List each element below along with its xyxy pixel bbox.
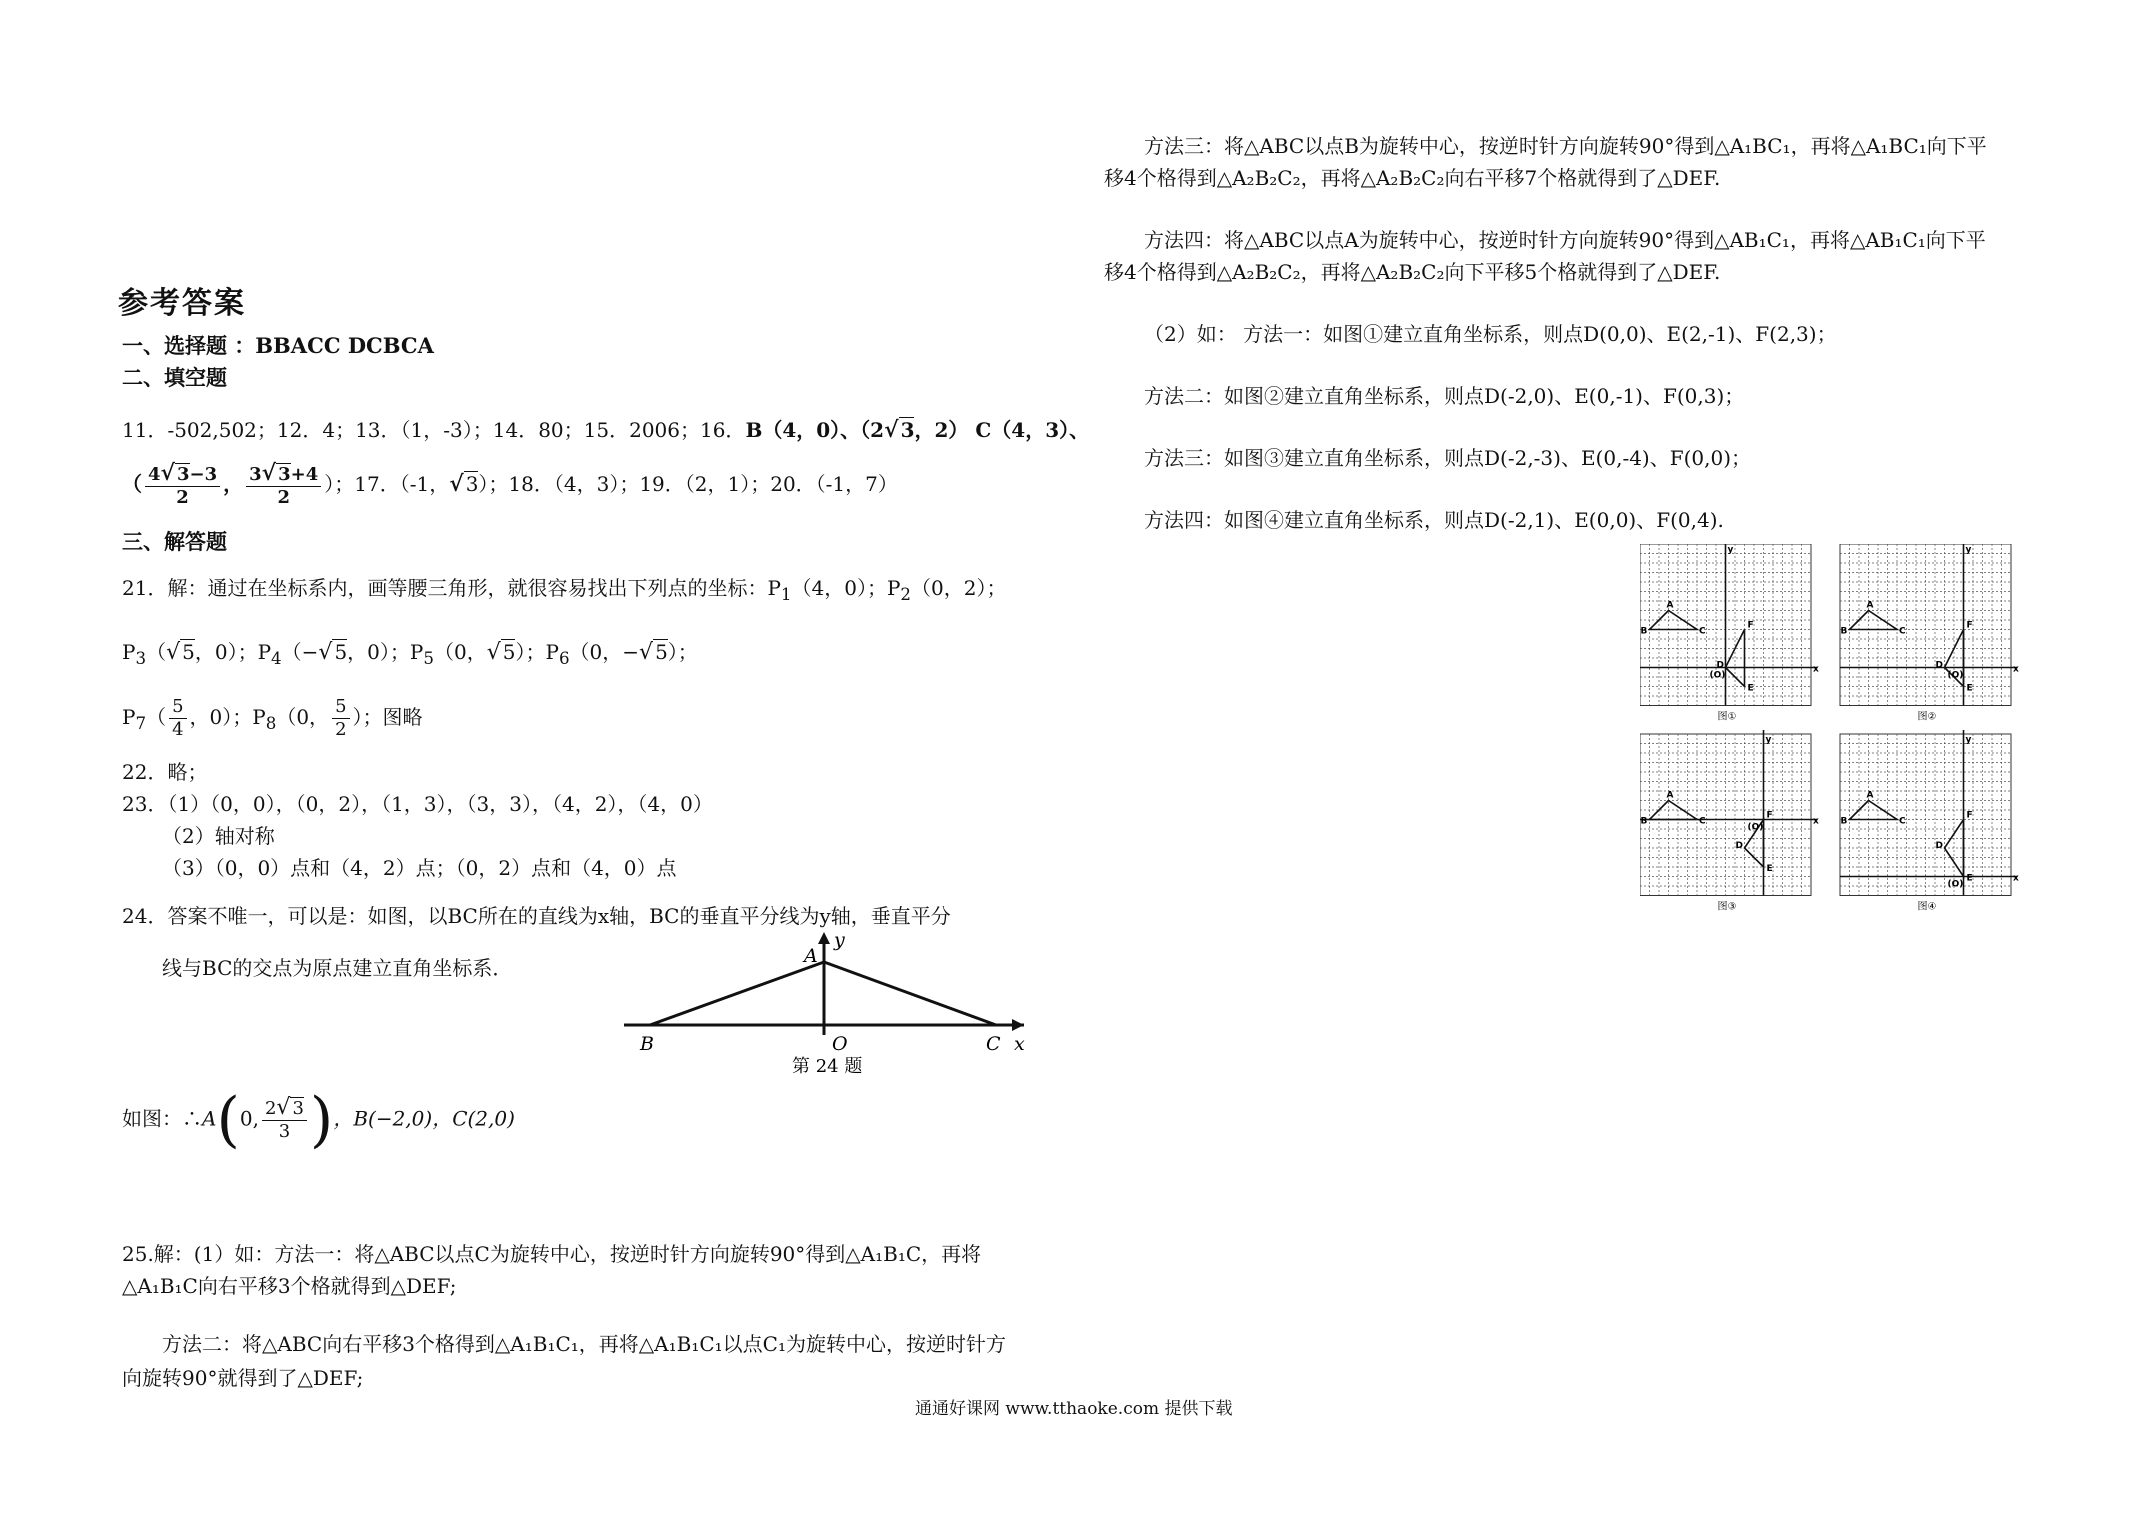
frac1-num-post: −3 [189,464,218,485]
grid-caption: 图④ [1917,901,1937,913]
grid-label-x: x [1813,816,1819,827]
grid-label-b: B [1840,626,1848,637]
grid-label-f: F [1966,810,1973,821]
q21-line-2: $P_3(√$ 5，0）；$P_4(-√$ 5，0）；$P_5(0$，√ 5）；$P_6(0$，−√ 5）； [122,640,698,668]
grid-label-b: B [1640,626,1648,637]
fill-answers-11-15: 11．-502,502；12．4；13．（1，-3）；14．80；15．2006；16． [122,418,746,442]
q22: 22．略； [122,760,208,784]
fill-answer-16b: ，2） C（4，3）、 [914,418,1090,442]
q24-den: 3 [278,1121,291,1142]
p4-sqrt: 5 [334,640,348,664]
grid-figure-2 [1840,544,2019,723]
q24-answer-rest: ，B(−2,0)，C(2,0) [333,1106,515,1131]
fill-answers-17-20: ）；18．（4，3）；19．（2，1）；20．（-1，7） [478,472,898,496]
grid-label-b: B [1840,816,1848,827]
q21-text: 21．解：通过在坐标系内，画等腰三角形，就很容易找出下列点的坐标：P [122,576,781,600]
q23-line-2: （2）轴对称 [162,824,275,848]
grid-label-e: E [1966,683,1973,694]
grid-caption: 图③ [1717,901,1737,913]
p4-b: ，0）；P [347,640,424,664]
p8-sub: 8 [265,714,277,733]
fill-17-sqrt: 3 [465,472,479,496]
side-ab [650,962,824,1025]
fill-line-1: 11．-502,502；12．4；13．（1，-3）；14．80；15．2006；16．B（4，0）、（2√ 3，2） C（4，3）、 [122,417,1090,443]
grid-label-a: A [1666,600,1674,611]
frac1-den: 2 [176,487,189,508]
x-axis-arrow [1012,1019,1024,1031]
p7-open: （ [146,705,167,729]
label-a: A [804,945,818,967]
grid-figures [1640,544,2040,924]
p3-sqrt: 5 [182,640,195,664]
grid-figure-3 [1640,730,1819,913]
p6-a: （0，− [569,640,640,664]
q21-mid: （4，0）；P [791,576,901,600]
grid-label-f: F [1747,620,1754,631]
q24-answer: 如图：∴A(0, $\frac{2√ 3}{3}$ )，B(−2,0)，C(2,0) [122,1085,515,1155]
grid-figure-1 [1640,544,1819,723]
q24-answer-fraction: $\frac{2√ 3}{3}$ [262,1097,307,1143]
q25-part2-line-2: 方法二：如图②建立直角坐标系，则点D(-2,0)、E(0,-1)、F(0,3)； [1144,384,1745,408]
grid-label-a: A [1666,790,1674,801]
p8-num: 5 [332,696,349,719]
p8-den: 2 [335,719,347,740]
label-y: y [834,930,845,951]
fill-answer-17a: ）；17．（-1， [324,472,450,496]
p5-a: （0， [433,640,487,664]
q25-method3-line-1: 方法三：将△ABC以点B为旋转中心，按逆时针方向旋转90°得到△A₁BC₁，再将△A₁BC₁向下平 [1144,134,1987,158]
grid-label-f: F [1766,810,1773,821]
q25-method4-line-1: 方法四：将△ABC以点A为旋转中心，按逆时针方向旋转90°得到△AB₁C₁，再将△AB₁C₁向下平 [1144,228,1986,252]
q25-part2-line-4: 方法四：如图④建立直角坐标系，则点D(-2,1)、E(0,0)、F(0,4). [1144,508,1724,532]
p6-sqrt: 5 [655,640,668,664]
q24-figure [624,930,1044,1080]
q24-answer-a: A [202,1106,217,1131]
fill-sqrt: 3 [900,418,915,442]
frac1-sqrt: 3 [177,464,190,485]
fraction-2: $\frac{3√ 3+4}{2}$ [246,462,321,509]
frac2-num-post: +4 [290,464,319,485]
q24-num-sqrt: 3 [292,1098,304,1119]
p3-sub: 3 [135,649,147,668]
grid-label-d: D [1935,841,1943,851]
label-c: C [986,1033,1001,1055]
frac2-den: 2 [277,487,290,508]
section-solve: 三、解答题 [122,529,227,554]
q21-line-3 [122,696,423,741]
grid-label-a: A [1866,600,1874,611]
label-o: O [832,1033,848,1055]
p4-a: （− [281,640,319,664]
p5-sqrt: 5 [502,640,516,664]
grid-label-o: (O) [1947,879,1964,890]
grid-label-o: (O) [1947,670,1964,681]
comma: ， [223,472,244,496]
q25-method3-line-2: 移4个格得到△A₂B₂C₂，再将△A₂B₂C₂向右平移7个格就得到了△DEF. [1104,166,1721,190]
section-choice: 一、选择题 ：BBACC DCBCA [122,333,434,358]
q23-line-1: 23．（1）（0，0），（0，2），（1，3），（3，3），（4，2），（4，0） [122,792,713,816]
grid-label-d: D [1935,660,1943,671]
grid-caption: 图② [1917,711,1937,723]
grid-label-e: E [1747,683,1754,694]
q25-method2-line-2: 向旋转90°就得到了△DEF; [122,1366,364,1390]
q25-line-2: △A₁B₁C向右平移3个格就得到△DEF; [122,1274,457,1298]
p7-label: P [122,705,136,729]
frac2-sqrt: 3 [278,464,291,485]
frac2-num-pre: 3 [249,464,262,485]
frac1-num-pre: 4 [148,464,161,485]
p8-open: （0， [276,705,330,729]
p7-den: 4 [172,719,184,740]
grid-label-x: x [1813,664,1819,675]
fraction-1: $\frac{4√ 3-3}{2}$ [145,462,220,509]
q21-end: （0，2）； [911,576,1007,600]
grid-label-o: (O) [1709,670,1726,681]
p8-fraction [332,696,349,741]
p4-sub: 4 [271,649,282,668]
q25-part2-line-1: （2）如： 方法一：如图①建立直角坐标系，则点D(0,0)、E(2,-1)、F(2,3)； [1144,322,1837,346]
grid-label-x: x [2013,664,2019,675]
grid-label-x: x [2013,873,2019,884]
q25-part2-line-3: 方法三：如图③建立直角坐标系，则点D(-2,-3)、E(0,-4)、F(0,0)； [1144,446,1752,470]
q24-answer-zero: 0, [239,1106,259,1131]
p5-b: ）；P [515,640,559,664]
fill-answer-16a: B（4，0）、（2 [745,418,885,442]
q24-line-1: 24．答案不唯一，可以是：如图，以BC所在的直线为x轴，BC的垂直平分线为y轴，垂直平分 [122,904,951,928]
label-x: x [1014,1033,1025,1055]
grid-figure-4 [1840,730,2019,913]
footer: 通通好课网 www.tthaoke.com 提供下载 [915,1399,1233,1419]
grid-label-o: (O) [1747,822,1764,833]
q21-sub2: 2 [900,585,912,604]
grid-label-d: D [1716,660,1724,671]
p6-b: ）； [667,640,698,664]
p5-sub: 5 [423,649,434,668]
p8-close: ）；图略 [352,705,423,729]
grid-label-a: A [1866,790,1874,801]
p7-sub: 7 [135,714,147,733]
q25-line-1: 25.解：(1）如：方法一：将△ABC以点C为旋转中心，按逆时针方向旋转90°得到△A₁B₁C，再将 [122,1242,982,1266]
q24-caption: 第 24 题 [792,1056,863,1077]
q24-line-2: 线与BC的交点为原点建立直角坐标系． [162,956,513,980]
paren-open: （ [122,472,142,496]
q25-method4-line-2: 移4个格得到△A₂B₂C₂，再将△A₂B₂C₂向下平移5个格就得到了△DEF. [1104,260,1721,284]
grid-label-e: E [1766,864,1773,874]
grid-label-y: y [1727,545,1734,555]
p3-label: P [122,640,136,664]
grid-label-y: y [1965,545,1972,555]
section-fill: 二、填空题 [122,365,227,390]
grid-label-c: C [1699,816,1706,827]
q24-num-pre: 2 [264,1098,277,1119]
q24-answer-pre: 如图：∴ [122,1106,202,1131]
y-axis-arrow [818,932,830,944]
grid-label-y: y [1765,735,1772,745]
grid-label-d: D [1735,841,1743,851]
q21-line-1 [122,574,1006,609]
grid-label-f: F [1966,620,1973,631]
p3-a: （ [146,640,167,664]
grid-label-y: y [1965,735,1972,745]
side-ac [824,962,996,1025]
q21-sub1: 1 [780,585,792,604]
grid-label-e: E [1966,873,1973,884]
page-title: 参考答案 [118,286,246,321]
p6-sub: 6 [558,649,570,668]
q25-method2-line-1: 方法二：将△ABC向右平移3个格得到△A₁B₁C₁，再将△A₁B₁C₁以点C₁为旋转中心，按逆时针方 [162,1332,1006,1356]
grid-label-c: C [1699,626,1706,637]
p3-b: ，0）；P [194,640,272,664]
q23-line-3: （3）（0，0）点和（4，2）点；（0，2）点和（4，0）点 [162,856,677,880]
grid-caption: 图① [1717,711,1737,723]
label-b: B [640,1033,654,1055]
p7-num: 5 [169,696,186,719]
grid-label-c: C [1899,816,1906,827]
p7-close: ，0）；P [189,705,266,729]
grid-label-b: B [1640,816,1648,827]
fill-line-2: （ $\frac{4√ 3-3}{2}$ ， $\frac{3√ 3+4}{2}$ ）；17．（-1，√ 3）；18．（4，3）；19．（2，1）；20．（-1，7） [122,460,898,508]
grid-label-c: C [1899,626,1906,637]
p7-fraction [169,696,186,741]
